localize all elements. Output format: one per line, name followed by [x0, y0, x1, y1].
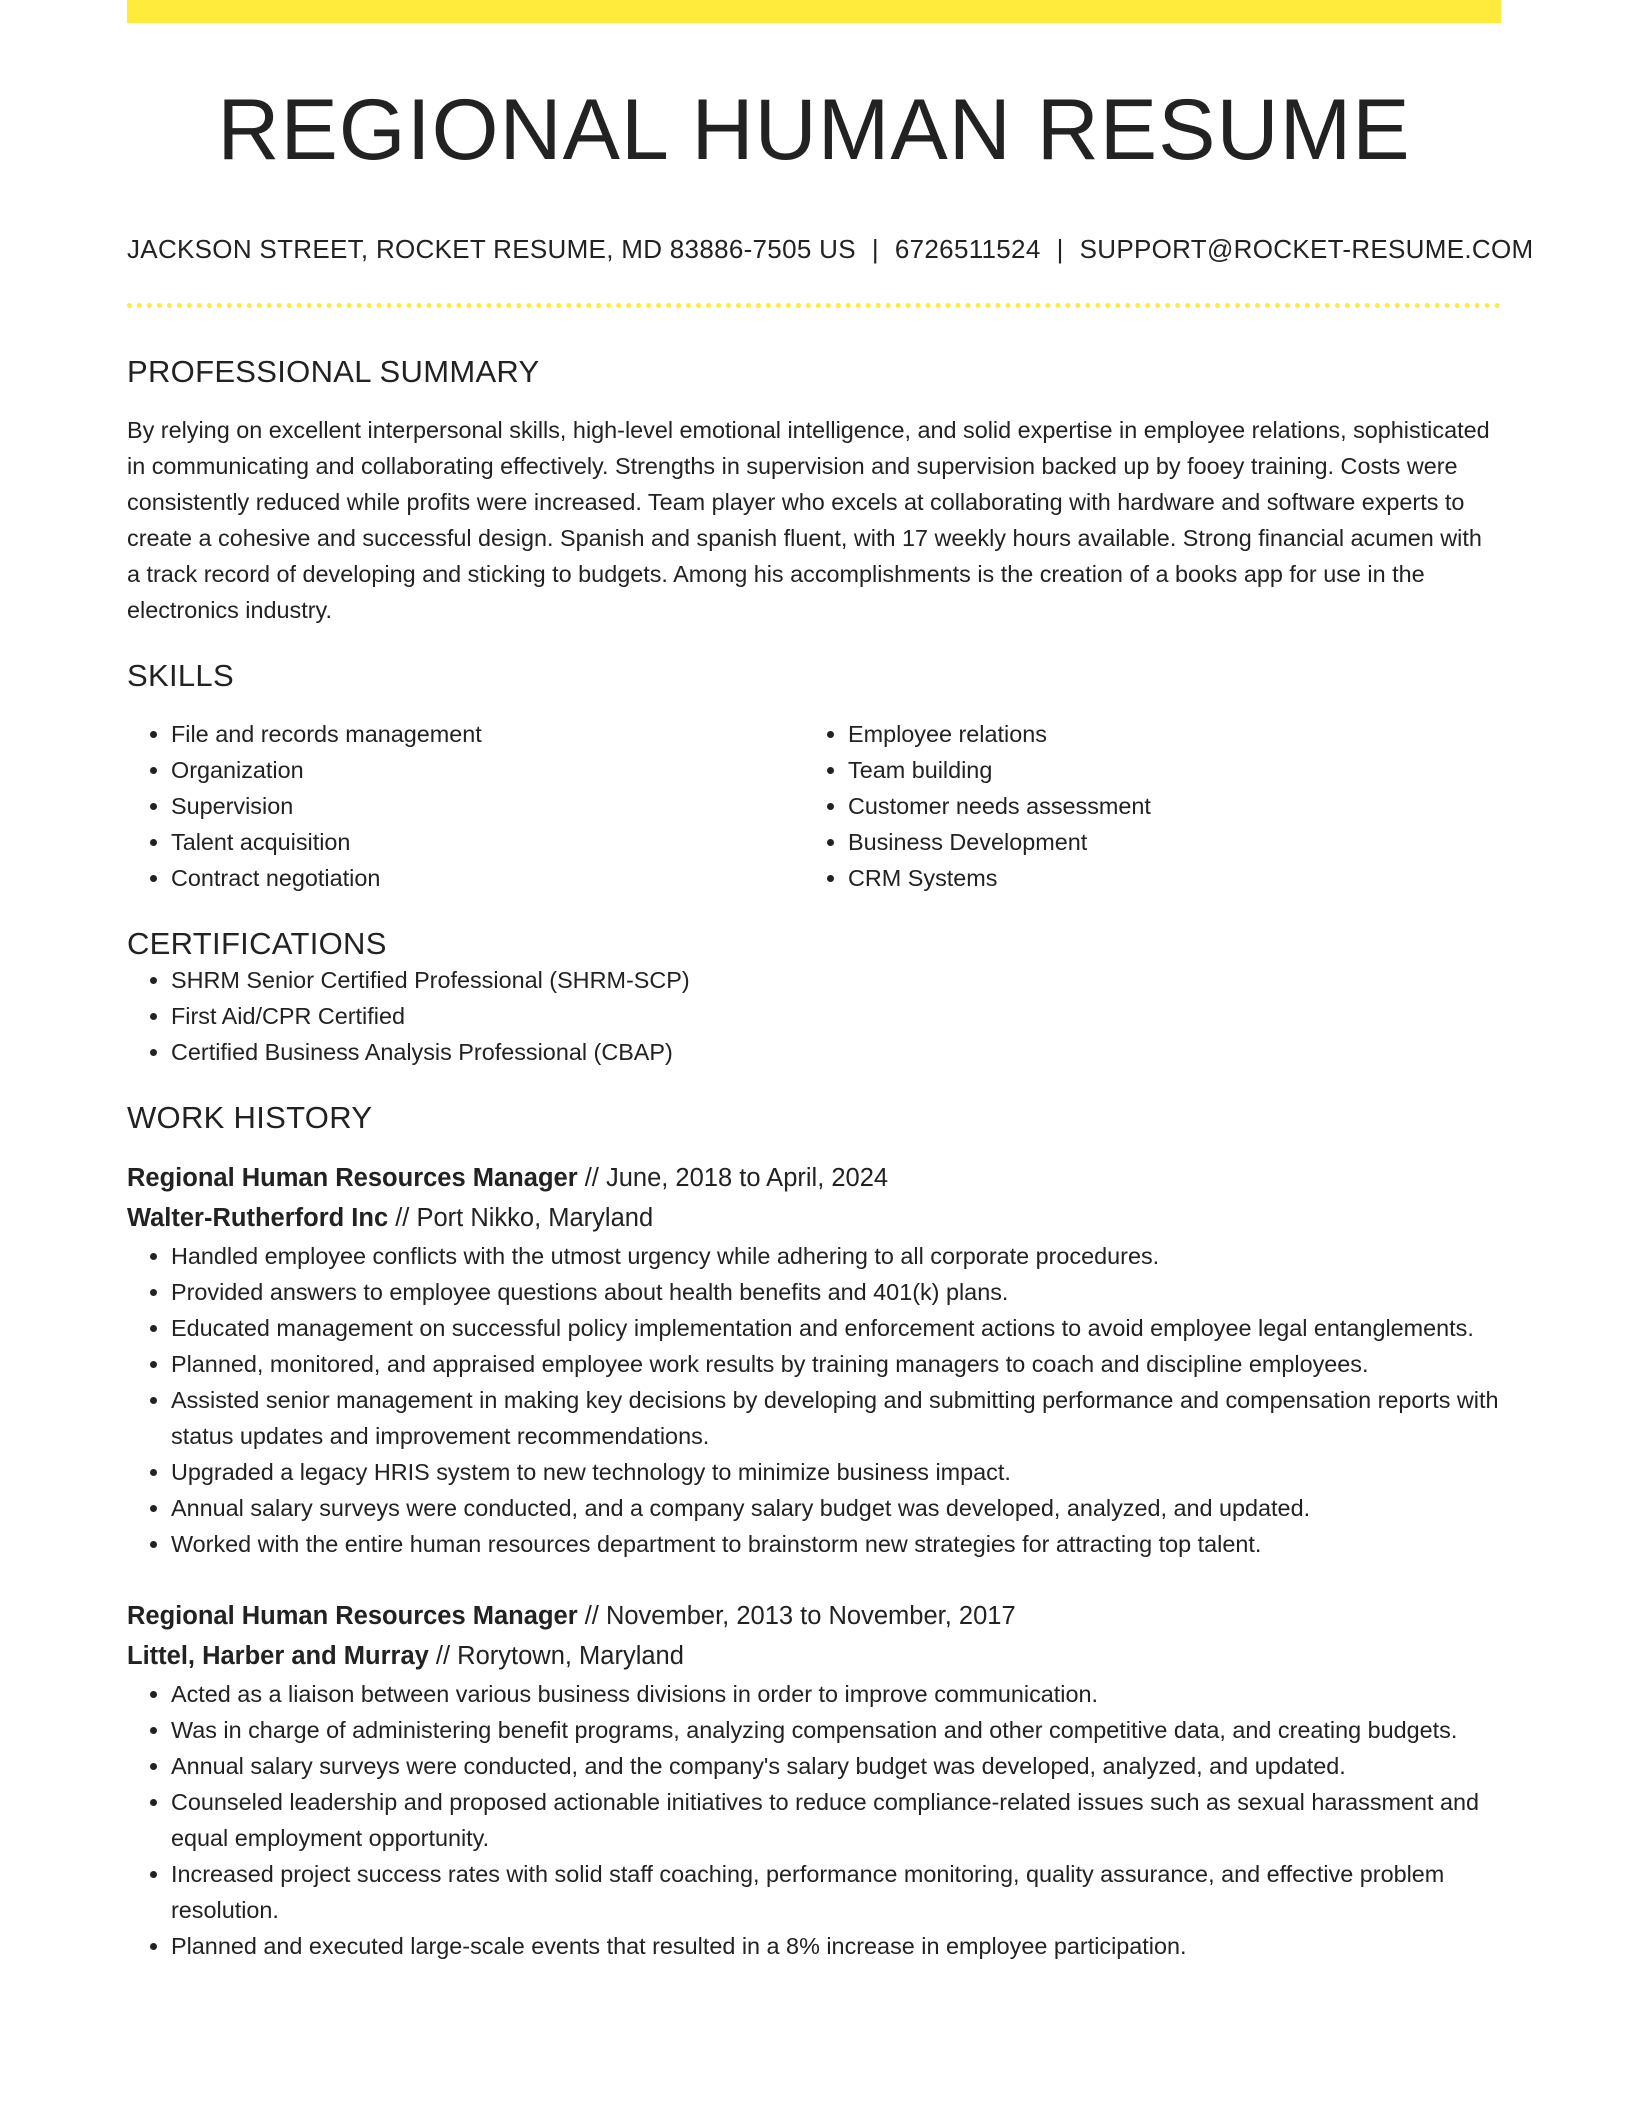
job-entry: [127, 1158, 1501, 1562]
skill-item: • CRM Systems: [848, 860, 1481, 896]
top-accent-bar: [127, 0, 1501, 23]
job-location: // Port Nikko, Maryland: [388, 1203, 654, 1232]
resume-name: REGIONAL HUMAN RESUME: [217, 82, 1411, 178]
skill-item: • Customer needs assessment: [848, 788, 1481, 824]
contact-separator: |: [871, 233, 879, 264]
job-role: Regional Human Resources Manager: [127, 1601, 578, 1630]
job-company-line: [127, 1636, 1501, 1676]
skills-heading: SKILLS: [127, 657, 234, 693]
job-dates: // November, 2013 to November, 2017: [577, 1601, 1016, 1630]
job-bullet: • Provided answers to employee questions about health benefits and 401(k) plans.: [171, 1274, 1501, 1310]
job-bullet: • Acted as a liaison between various business divisions in order to improve communication.: [171, 1676, 1501, 1712]
job-location: // Rorytown, Maryland: [428, 1641, 684, 1670]
summary-heading: PROFESSIONAL SUMMARY: [127, 353, 540, 389]
job-bullet: • Annual salary surveys were conducted, and a company salary budget was developed, analyzed, and updated.: [171, 1490, 1501, 1526]
skill-item: • Talent acquisition: [171, 824, 804, 860]
job-bullet: • Assisted senior management in making key decisions by developing and submitting performance and compensation reports with status updates and improvement recommendations.: [171, 1382, 1501, 1454]
job-company: Walter-Rutherford Inc: [127, 1203, 389, 1232]
job-bullets: [127, 1676, 1501, 1964]
job-company-line: [127, 1198, 1501, 1238]
skill-item: • Organization: [171, 752, 804, 788]
job-bullet: • Planned, monitored, and appraised employee work results by training managers to coach and discipline employees.: [171, 1346, 1501, 1382]
job-bullet: • Worked with the entire human resources department to brainstorm new strategies for attracting top talent.: [171, 1526, 1501, 1562]
resume-page: [127, 0, 1534, 1964]
job-bullet: • Planned and executed large-scale events that resulted in a 8% increase in employee participation.: [171, 1928, 1501, 1964]
job-bullet: • Increased project success rates with solid staff coaching, performance monitoring, quality assurance, and effective problem resolution.: [171, 1856, 1501, 1928]
skill-item: • Employee relations: [848, 716, 1481, 752]
skills-list-right: [804, 716, 1481, 896]
job-bullet: • Educated management on successful policy implementation and enforcement actions to avoid employee legal entanglements.: [171, 1310, 1501, 1346]
skill-item: • Contract negotiation: [171, 860, 804, 896]
contact-separator: |: [1056, 233, 1064, 264]
job-company: Littel, Harber and Murray: [127, 1641, 429, 1670]
skill-item: • Supervision: [171, 788, 804, 824]
skill-item: • File and records management: [171, 716, 804, 752]
job-entry: [127, 1596, 1501, 1964]
contact-email: SUPPORT@ROCKET-RESUME.COM: [1079, 233, 1534, 264]
job-bullet: • Annual salary surveys were conducted, and the company's salary budget was developed, analyzed, and updated.: [171, 1748, 1501, 1784]
work-history-heading: WORK HISTORY: [127, 1099, 373, 1135]
job-bullet: • Counseled leadership and proposed actionable initiatives to reduce compliance-related issues such as sexual harassment and equal employment opportunity.: [171, 1784, 1501, 1856]
contact-line: [127, 233, 1534, 265]
skill-item: • Team building: [848, 752, 1481, 788]
job-bullet: • Upgraded a legacy HRIS system to new technology to minimize business impact.: [171, 1454, 1501, 1490]
skills-grid: [127, 716, 1501, 896]
skill-item: • Business Development: [848, 824, 1481, 860]
certifications-heading: CERTIFICATIONS: [127, 925, 387, 961]
job-bullet: • Handled employee conflicts with the utmost urgency while adhering to all corporate procedures.: [171, 1238, 1501, 1274]
job-dates: // June, 2018 to April, 2024: [577, 1163, 889, 1192]
contact-phone: 6726511524: [894, 233, 1041, 264]
job-role: Regional Human Resources Manager: [127, 1163, 578, 1192]
job-bullets: [127, 1238, 1501, 1562]
job-title-line: [127, 1158, 1501, 1198]
certification-item: • SHRM Senior Certified Professional (SHRM-SCP): [171, 962, 1501, 998]
contact-address: JACKSON STREET, ROCKET RESUME, MD 83886-7505 US: [127, 233, 856, 264]
certification-item: • First Aid/CPR Certified: [171, 998, 1501, 1034]
dotted-divider: [127, 303, 1501, 308]
skills-list-left: [127, 716, 804, 896]
certification-item: • Certified Business Analysis Professional (CBAP): [171, 1034, 1501, 1070]
job-bullet: • Was in charge of administering benefit programs, analyzing compensation and other competitive data, and creating budgets.: [171, 1712, 1501, 1748]
summary-text: By relying on excellent interpersonal skills, high-level emotional intelligence, and solid expertise in employee relations, sophisticated in communicating and collaborating effectively. Strengths in supervision and supervision backed up by fooey training. Costs were consistently reduced while profits were increased. Team player who excels at collaborating with hardware and software experts to create a cohesive and successful design. Spanish and spanish fluent, with 17 weekly hours available. Strong financial acumen with a track record of developing and sticking to budgets. Among his accomplishments is the creation of a books app for use in the electronics industry.: [127, 416, 1490, 623]
certifications-list: [127, 962, 1501, 1070]
job-title-line: [127, 1596, 1501, 1636]
